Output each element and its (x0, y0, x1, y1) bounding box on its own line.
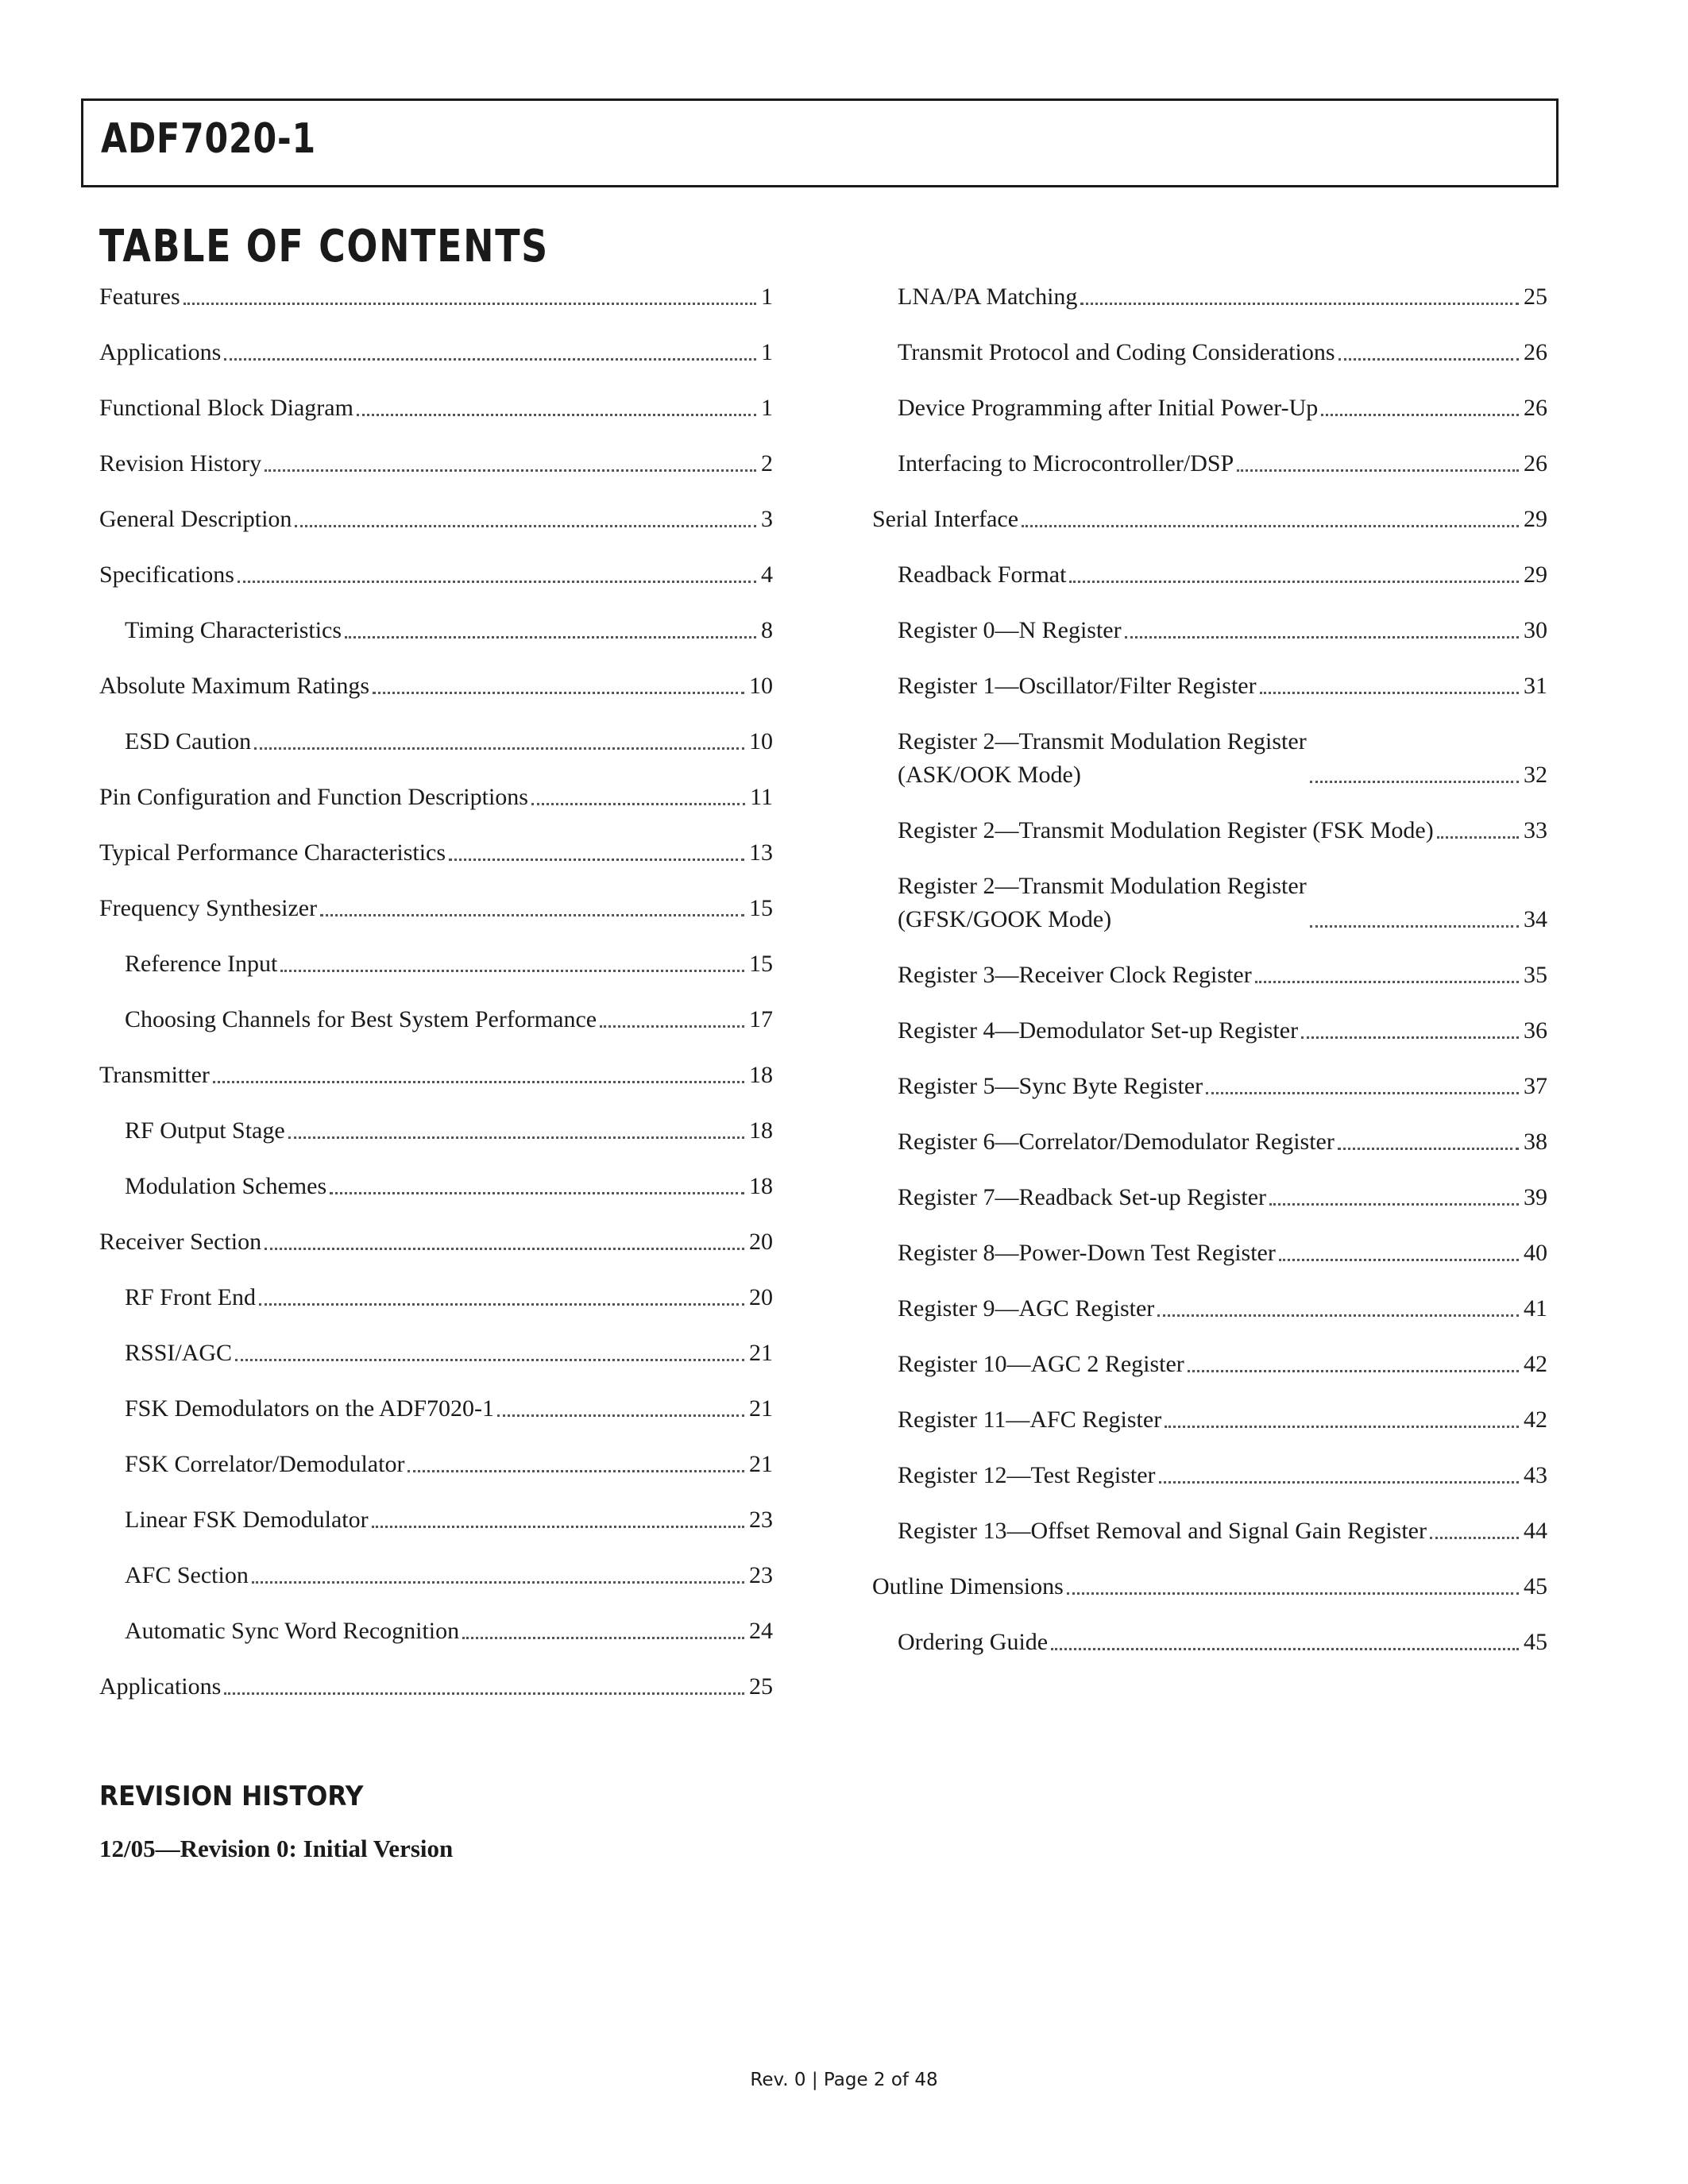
toc-entry[interactable] (872, 392, 1547, 425)
toc-entry-page-number: 21 (749, 1451, 773, 1477)
dot-leader (288, 1136, 744, 1139)
dot-leader (408, 1470, 744, 1472)
toc-entry-page-number: 29 (1524, 506, 1547, 532)
dot-leader (1301, 1036, 1519, 1039)
toc-entry-label: Specifications (99, 561, 234, 588)
dot-leader (1279, 1259, 1519, 1261)
toc-entry[interactable] (99, 503, 773, 536)
dot-leader (1067, 1592, 1519, 1595)
dot-leader (357, 414, 756, 416)
toc-entry-page-number: 26 (1524, 450, 1547, 477)
toc-entry[interactable] (99, 947, 773, 981)
toc-entry[interactable] (99, 280, 773, 314)
dot-leader (1051, 1648, 1519, 1650)
toc-entry-label: Features (99, 284, 180, 310)
toc-entry[interactable] (99, 1003, 773, 1036)
dot-leader (280, 970, 744, 972)
toc-entry[interactable] (99, 669, 773, 703)
toc-entry-page-number: 35 (1524, 962, 1547, 988)
dot-leader (295, 525, 756, 527)
toc-entry-page-number: 13 (749, 839, 773, 866)
toc-entry-label: Register 4—Demodulator Set-up Register (898, 1017, 1299, 1044)
dot-leader (213, 1081, 744, 1083)
toc-entry-page-number: 8 (761, 617, 773, 643)
toc-entry-label: RSSI/AGC (125, 1340, 233, 1366)
toc-right-column (872, 280, 1547, 1681)
toc-entry[interactable] (99, 614, 773, 647)
toc-entry[interactable] (99, 1114, 773, 1148)
toc-entry[interactable] (872, 1181, 1547, 1214)
toc-entry[interactable] (872, 503, 1547, 536)
revision-entry: 12/05—Revision 0: Initial Version (99, 1835, 454, 1862)
toc-entry-label-line1: Register 2—Transmit Modulation Register (898, 728, 1307, 754)
toc-entry[interactable] (872, 1125, 1547, 1159)
toc-entry[interactable] (99, 1503, 773, 1537)
dot-leader (1321, 414, 1519, 416)
toc-entry-page-number: 18 (749, 1173, 773, 1199)
toc-entry-label: ESD Caution (125, 728, 252, 754)
toc-entry[interactable] (99, 1392, 773, 1426)
toc-entry-label-line2: (GFSK/GOOK Mode) (898, 906, 1112, 932)
toc-entry[interactable] (872, 1070, 1547, 1103)
toc-entry-page-number: 23 (749, 1562, 773, 1588)
toc-entry-page-number: 25 (1524, 284, 1547, 310)
toc-entry-label: LNA/PA Matching (898, 284, 1078, 310)
toc-entry[interactable] (872, 447, 1547, 480)
toc-entry-label: Register 8—Power-Down Test Register (898, 1240, 1276, 1266)
toc-entry-label: Absolute Maximum Ratings (99, 673, 369, 699)
toc-entry-label: Reference Input (125, 951, 278, 977)
toc-entry[interactable] (872, 1237, 1547, 1270)
dot-leader (238, 581, 756, 583)
toc-entry[interactable] (99, 1615, 773, 1648)
toc-entry-page-number: 45 (1524, 1629, 1547, 1655)
toc-entry-page-number: 30 (1524, 617, 1547, 643)
toc-entry-label: Interfacing to Microcontroller/DSP (898, 450, 1234, 477)
toc-entry-page-number: 10 (749, 728, 773, 754)
toc-entry-label: Revision History (99, 450, 262, 477)
toc-entry-page-number: 36 (1524, 1017, 1547, 1044)
toc-entry[interactable] (99, 336, 773, 369)
toc-heading: TABLE OF CONTENTS (99, 221, 549, 272)
toc-entry[interactable] (99, 892, 773, 925)
toc-entry[interactable] (99, 1559, 773, 1592)
toc-entry-page-number: 33 (1524, 817, 1547, 843)
toc-entry[interactable] (99, 392, 773, 425)
toc-entry[interactable] (872, 1014, 1547, 1048)
document-title: ADF7020-1 (101, 115, 316, 163)
toc-entry-label: Linear FSK Demodulator (125, 1507, 369, 1533)
dot-leader (1069, 581, 1519, 583)
dot-leader (1080, 303, 1519, 305)
dot-leader (1338, 1148, 1519, 1150)
toc-entry-label: Register 5—Sync Byte Register (898, 1073, 1203, 1099)
dot-leader (373, 692, 744, 694)
toc-entry[interactable] (872, 1459, 1547, 1492)
toc-entry-page-number: 26 (1524, 395, 1547, 421)
toc-entry-label: Choosing Channels for Best System Performance (125, 1006, 597, 1032)
toc-entry[interactable] (99, 1059, 773, 1092)
toc-entry-page-number: 44 (1524, 1518, 1547, 1544)
toc-entry-page-number: 1 (761, 284, 773, 310)
toc-entry-page-number: 29 (1524, 561, 1547, 588)
toc-entry-label: Functional Block Diagram (99, 395, 353, 421)
toc-entry-label: Frequency Synthesizer (99, 895, 318, 921)
toc-entry-page-number: 10 (749, 673, 773, 699)
toc-entry-label: AFC Section (125, 1562, 249, 1588)
toc-entry-page-number: 21 (749, 1395, 773, 1422)
toc-entry[interactable] (99, 1670, 773, 1704)
toc-entry[interactable] (99, 725, 773, 758)
document-header (81, 98, 1559, 187)
toc-entry-label: Register 13—Offset Removal and Signal Gain Register (898, 1518, 1427, 1544)
toc-entry[interactable] (872, 870, 1547, 936)
page-footer: Rev. 0 | Page 2 of 48 (750, 2070, 938, 2090)
dot-leader (1310, 925, 1519, 928)
toc-entry-page-number: 15 (749, 895, 773, 921)
toc-entry-label: Ordering Guide (898, 1629, 1049, 1655)
toc-entry[interactable] (872, 959, 1547, 992)
dot-leader (259, 1303, 744, 1306)
dot-leader (1310, 781, 1519, 783)
dot-leader (1237, 469, 1519, 472)
toc-entry-page-number: 15 (749, 951, 773, 977)
toc-entry-label: RF Front End (125, 1284, 257, 1310)
toc-entry[interactable] (99, 1337, 773, 1370)
toc-entry-label (898, 725, 1307, 792)
toc-entry[interactable] (99, 781, 773, 814)
dot-leader (1260, 692, 1519, 694)
toc-entry[interactable] (872, 1515, 1547, 1548)
toc-entry[interactable] (872, 280, 1547, 314)
dot-leader (1437, 836, 1519, 839)
toc-entry-page-number: 20 (749, 1229, 773, 1255)
toc-entry-page-number: 23 (749, 1507, 773, 1533)
toc-entry-page-number: 42 (1524, 1406, 1547, 1433)
toc-entry-page-number: 25 (749, 1673, 773, 1700)
dot-leader (372, 1526, 744, 1528)
toc-entry-label: Register 7—Readback Set-up Register (898, 1184, 1267, 1210)
dot-leader (462, 1637, 744, 1639)
toc-entry-label: Applications (99, 1673, 222, 1700)
toc-entry-page-number: 18 (749, 1117, 773, 1144)
toc-entry-page-number: 17 (749, 1006, 773, 1032)
toc-entry[interactable] (99, 836, 773, 870)
toc-entry-label: Automatic Sync Word Recognition (125, 1618, 460, 1644)
toc-entry-label: Modulation Schemes (125, 1173, 327, 1199)
toc-entry-label: Register 2—Transmit Modulation Register (FSK Mode) (898, 817, 1434, 843)
toc-entry-page-number: 32 (1524, 762, 1547, 788)
toc-entry-label: FSK Correlator/Demodulator (125, 1451, 405, 1477)
dot-leader (1188, 1370, 1519, 1372)
toc-left-column (99, 280, 773, 1726)
toc-entry-label: Serial Interface (872, 506, 1019, 532)
toc-entry-page-number: 24 (749, 1618, 773, 1644)
toc-entry[interactable] (872, 336, 1547, 369)
toc-entry[interactable] (99, 447, 773, 480)
toc-entry-label: Transmit Protocol and Coding Considerations (898, 339, 1335, 365)
toc-entry-page-number: 1 (761, 395, 773, 421)
toc-entry[interactable] (872, 725, 1547, 792)
toc-entry-page-number: 2 (761, 450, 773, 477)
dot-leader (531, 803, 745, 805)
toc-entry[interactable] (872, 1403, 1547, 1437)
toc-entry[interactable] (99, 1225, 773, 1259)
toc-entry-page-number: 41 (1524, 1295, 1547, 1322)
dot-leader (1165, 1426, 1519, 1428)
toc-entry[interactable] (99, 1281, 773, 1314)
dot-leader (1159, 1481, 1519, 1484)
dot-leader (254, 747, 744, 750)
toc-entry-label: Device Programming after Initial Power-Up (898, 395, 1319, 421)
dot-leader (1430, 1537, 1519, 1539)
toc-entry-page-number: 20 (749, 1284, 773, 1310)
toc-entry[interactable] (872, 814, 1547, 847)
toc-entry-page-number: 40 (1524, 1240, 1547, 1266)
dot-leader (252, 1581, 744, 1584)
toc-entry-label: Register 3—Receiver Clock Register (898, 962, 1252, 988)
toc-entry-page-number: 39 (1524, 1184, 1547, 1210)
toc-entry-page-number: 26 (1524, 339, 1547, 365)
toc-entry[interactable] (872, 669, 1547, 703)
toc-entry-label: Register 0—N Register (898, 617, 1122, 643)
toc-entry-label-line1: Register 2—Transmit Modulation Register (898, 873, 1307, 899)
toc-entry-page-number: 3 (761, 506, 773, 532)
toc-entry-label: Register 11—AFC Register (898, 1406, 1162, 1433)
dot-leader (224, 358, 756, 361)
dot-leader (1338, 358, 1519, 361)
toc-entry[interactable] (99, 558, 773, 592)
toc-entry[interactable] (872, 1292, 1547, 1325)
toc-entry-page-number: 1 (761, 339, 773, 365)
toc-entry-page-number: 4 (761, 561, 773, 588)
toc-entry-page-number: 43 (1524, 1462, 1547, 1488)
toc-entry-page-number: 18 (749, 1062, 773, 1088)
toc-entry-page-number: 34 (1524, 906, 1547, 932)
toc-entry-label: Register 9—AGC Register (898, 1295, 1155, 1322)
toc-entry-label: General Description (99, 506, 292, 532)
dot-leader (1255, 981, 1519, 983)
dot-leader (1157, 1314, 1519, 1317)
dot-leader (1269, 1203, 1519, 1206)
toc-entry[interactable] (99, 1170, 773, 1203)
dot-leader (1022, 525, 1519, 527)
toc-entry-page-number: 21 (749, 1340, 773, 1366)
toc-entry-label: RF Output Stage (125, 1117, 285, 1144)
dot-leader (1206, 1092, 1519, 1094)
toc-entry[interactable] (872, 558, 1547, 592)
toc-entry[interactable] (872, 1626, 1547, 1659)
toc-entry-label: Timing Characteristics (125, 617, 342, 643)
toc-entry-label: Transmitter (99, 1062, 210, 1088)
dot-leader (497, 1414, 744, 1417)
toc-entry-label-line2: (ASK/OOK Mode) (898, 762, 1081, 788)
toc-entry[interactable] (872, 1570, 1547, 1603)
revision-history-heading: REVISION HISTORY (99, 1781, 364, 1812)
dot-leader (345, 636, 756, 639)
toc-entry-label: FSK Demodulators on the ADF7020-1 (125, 1395, 494, 1422)
dot-leader (320, 914, 744, 916)
dot-leader (330, 1192, 744, 1194)
toc-entry-label: Readback Format (898, 561, 1067, 588)
toc-entry-label: Pin Configuration and Function Descriptions (99, 784, 528, 810)
toc-entry-page-number: 37 (1524, 1073, 1547, 1099)
dot-leader (224, 1692, 744, 1695)
toc-entry-page-number: 45 (1524, 1573, 1547, 1599)
toc-entry-label: Typical Performance Characteristics (99, 839, 446, 866)
toc-entry[interactable] (872, 614, 1547, 647)
toc-entry-page-number: 42 (1524, 1351, 1547, 1377)
toc-entry-label: Register 10—AGC 2 Register (898, 1351, 1184, 1377)
dot-leader (449, 859, 744, 861)
toc-entry-label: Applications (99, 339, 222, 365)
toc-entry[interactable] (872, 1348, 1547, 1381)
toc-entry-page-number: 38 (1524, 1129, 1547, 1155)
dot-leader (235, 1359, 744, 1361)
toc-entry-label: Outline Dimensions (872, 1573, 1064, 1599)
toc-entry-page-number: 11 (750, 784, 773, 810)
toc-entry-page-number: 31 (1524, 673, 1547, 699)
toc-entry-label: Register 12—Test Register (898, 1462, 1156, 1488)
dot-leader (265, 469, 756, 472)
toc-entry-label: Register 6—Correlator/Demodulator Register (898, 1129, 1335, 1155)
dot-leader (265, 1248, 744, 1250)
toc-entry-label: Receiver Section (99, 1229, 262, 1255)
dot-leader (1125, 636, 1519, 639)
toc-entry[interactable] (99, 1448, 773, 1481)
dot-leader (183, 303, 756, 305)
toc-entry-label (898, 870, 1307, 936)
dot-leader (600, 1025, 744, 1028)
toc-entry-label: Register 1—Oscillator/Filter Register (898, 673, 1257, 699)
